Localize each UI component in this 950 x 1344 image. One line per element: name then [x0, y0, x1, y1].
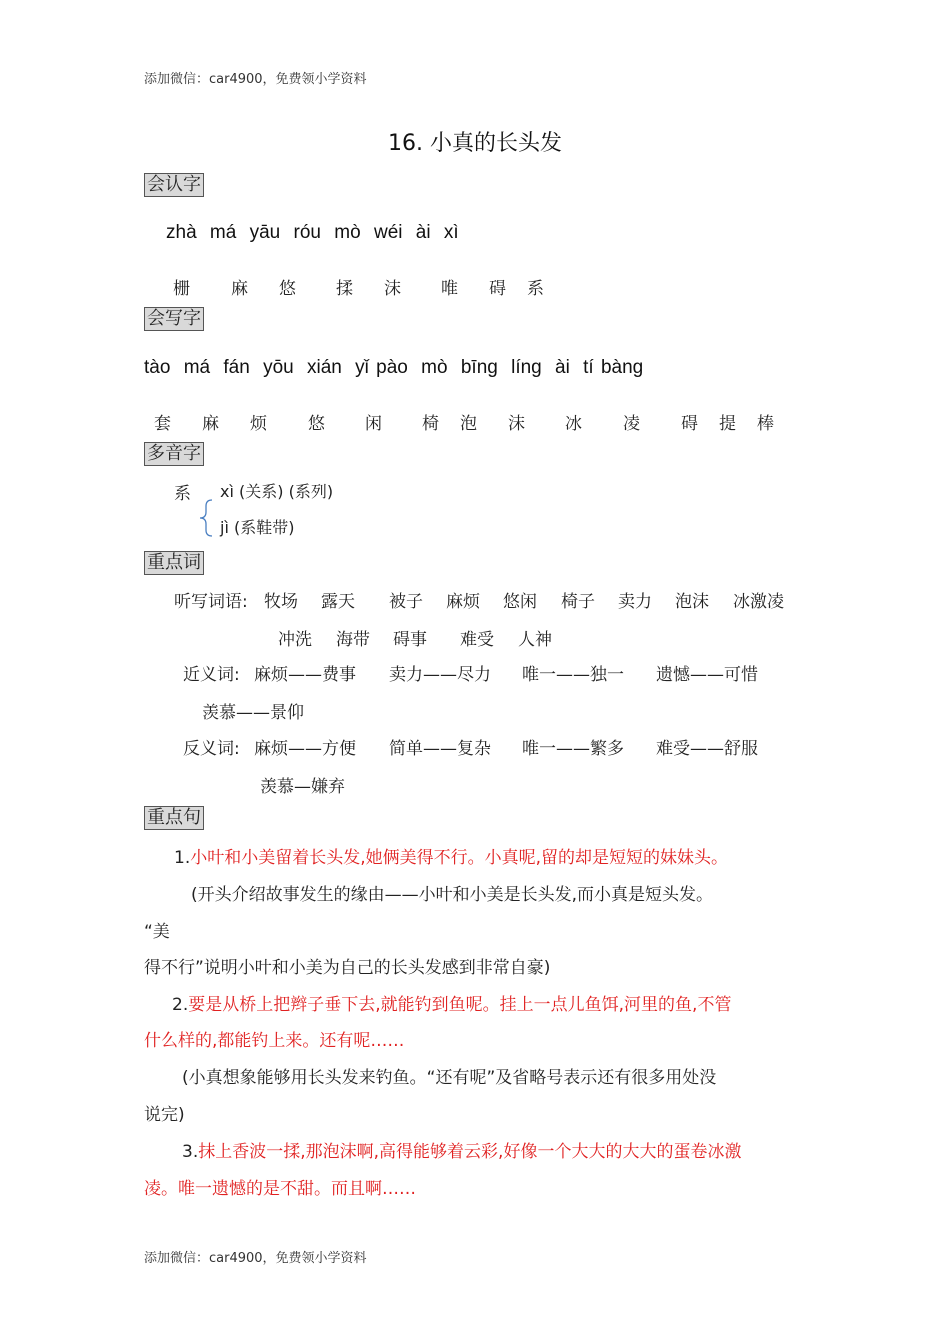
dictation-label: 听写词语: — [174, 592, 248, 612]
sentence-text: 要是从桥上把辫子垂下去,就能钓到鱼呢。挂上一点儿鱼饵,河里的鱼,不管 — [188, 995, 732, 1015]
recognize-pinyin-row — [166, 222, 459, 244]
sentence-text: 抹上香波一揉,那泡沫啊,高得能够着云彩,好像一个大大的大大的蛋卷冰激 — [198, 1142, 742, 1162]
section-tag-recognize: 会认字 — [144, 173, 204, 197]
pinyin-item: yōu — [263, 357, 294, 378]
pinyin-item: yǐ — [355, 357, 369, 378]
polyphone-reading-2: jì (系鞋带) — [220, 518, 295, 537]
char-item: 棒 — [757, 414, 774, 434]
synonym-label: 近义词: — [183, 665, 240, 685]
char-item: 烦 — [250, 414, 267, 434]
page-title: 16. 小真的长头发 — [388, 131, 562, 156]
antonym-pair: 难受——舒服 — [656, 739, 758, 759]
dictation-word: 悠闲 — [503, 592, 537, 612]
char-item: 悠 — [279, 279, 296, 299]
pinyin-item: róu — [293, 222, 321, 243]
pinyin-item: tí — [583, 357, 594, 378]
antonym-pair: 简单——复杂 — [389, 739, 491, 759]
char-item: 套 — [154, 414, 171, 434]
dictation-word: 牧场 — [264, 592, 298, 612]
char-item: 系 — [527, 279, 544, 299]
synonym-pair: 遗憾——可惜 — [656, 665, 758, 685]
char-item: 栅 — [173, 279, 190, 299]
dictation-word: 椅子 — [561, 592, 595, 612]
dictation-word: 被子 — [389, 592, 423, 612]
sentence-3 — [182, 1137, 741, 1162]
sentence-1-note: (开头介绍故事发生的缘由——小叶和小美是长头发,而小真是短头发。 — [191, 885, 714, 905]
char-item: 闲 — [365, 414, 382, 434]
brace-icon — [196, 498, 218, 538]
char-item: 碍 — [489, 279, 506, 299]
pinyin-item: xián — [307, 357, 342, 378]
pinyin-item: zhà — [166, 222, 197, 243]
pinyin-item: bàng — [600, 357, 644, 378]
dictation-word: 人神 — [518, 630, 552, 650]
antonym-pair: 羡慕—嫌弃 — [260, 777, 345, 797]
sentence-number: 3. — [182, 1142, 199, 1162]
pinyin-item: xì — [443, 222, 459, 243]
sentence-number: 1. — [174, 848, 191, 868]
dictation-word: 难受 — [460, 630, 494, 650]
pinyin-item: líng — [511, 357, 542, 378]
sentence-1 — [174, 843, 728, 868]
sentence-2-note: (小真想象能够用长头发来钓鱼。“还有呢”及省略号表示还有很多用处没 — [182, 1068, 717, 1088]
char-item: 唯 — [441, 279, 458, 299]
dictation-word: 泡沫 — [675, 592, 709, 612]
dictation-word: 碍事 — [393, 630, 427, 650]
write-pinyin-row — [144, 357, 643, 379]
antonym-pair: 麻烦——方便 — [254, 739, 356, 759]
sentence-text: 凌。唯一遗憾的是不甜。而且啊…… — [144, 1179, 416, 1199]
sentence-text: 小叶和小美留着长头发,她俩美得不行。小真呢,留的却是短短的妹妹头。 — [190, 848, 729, 868]
sentence-1-note: “美 — [144, 922, 170, 942]
pinyin-item: ài — [555, 357, 570, 378]
char-item: 冰 — [565, 414, 582, 434]
pinyin-item: yāu — [249, 222, 281, 243]
char-item: 凌 — [623, 414, 640, 434]
synonym-pair: 卖力——尽力 — [389, 665, 491, 685]
sentence-2-note: 说完) — [144, 1105, 185, 1125]
pinyin-item: bīng — [460, 357, 498, 378]
synonym-pair: 麻烦——费事 — [254, 665, 356, 685]
page-header: 添加微信：car4900，免费领小学资料 — [144, 72, 367, 87]
char-item: 麻 — [202, 414, 219, 434]
pinyin-item: wéi — [373, 222, 403, 243]
section-tag-sentences: 重点句 — [144, 806, 204, 830]
sentence-2 — [172, 990, 731, 1015]
section-tag-polyphone: 多音字 — [144, 442, 204, 466]
dictation-word: 冰激凌 — [733, 592, 784, 612]
char-item: 沫 — [384, 279, 401, 299]
char-item: 碍 — [681, 414, 698, 434]
sentence-text: 什么样的,都能钓上来。还有呢…… — [144, 1031, 405, 1051]
pinyin-item: ài — [415, 222, 431, 243]
char-item: 沫 — [508, 414, 525, 434]
page-footer: 添加微信：car4900，免费领小学资料 — [144, 1251, 367, 1266]
char-item: 提 — [719, 414, 736, 434]
dictation-word: 海带 — [336, 630, 370, 650]
char-item: 泡 — [460, 414, 477, 434]
pinyin-item: mò — [334, 222, 361, 243]
sentence-number: 2. — [172, 995, 189, 1015]
antonym-label: 反义词: — [183, 739, 240, 759]
pinyin-item: mò — [421, 357, 448, 378]
antonym-pair: 唯一——繁多 — [522, 739, 624, 759]
pinyin-item: má — [183, 357, 211, 378]
sentence-1-note: 得不行”说明小叶和小美为自己的长头发感到非常自豪) — [144, 958, 551, 978]
char-item: 椅 — [422, 414, 439, 434]
pinyin-item: pào — [376, 357, 408, 378]
dictation-word: 麻烦 — [446, 592, 480, 612]
section-tag-write: 会写字 — [144, 307, 204, 331]
char-item: 麻 — [231, 279, 248, 299]
char-item: 悠 — [308, 414, 325, 434]
pinyin-item: má — [209, 222, 237, 243]
synonym-pair: 羡慕——景仰 — [202, 703, 304, 723]
polyphone-reading-1: xì (关系) (系列) — [220, 482, 334, 501]
char-item: 揉 — [336, 279, 353, 299]
section-tag-keywords: 重点词 — [144, 551, 204, 575]
polyphone-char: 系 — [174, 484, 191, 504]
dictation-word: 卖力 — [618, 592, 652, 612]
synonym-pair: 唯一——独一 — [522, 665, 624, 685]
dictation-word: 冲洗 — [278, 630, 312, 650]
pinyin-item: tào — [144, 357, 171, 378]
pinyin-item: fán — [223, 357, 250, 378]
dictation-word: 露天 — [321, 592, 355, 612]
